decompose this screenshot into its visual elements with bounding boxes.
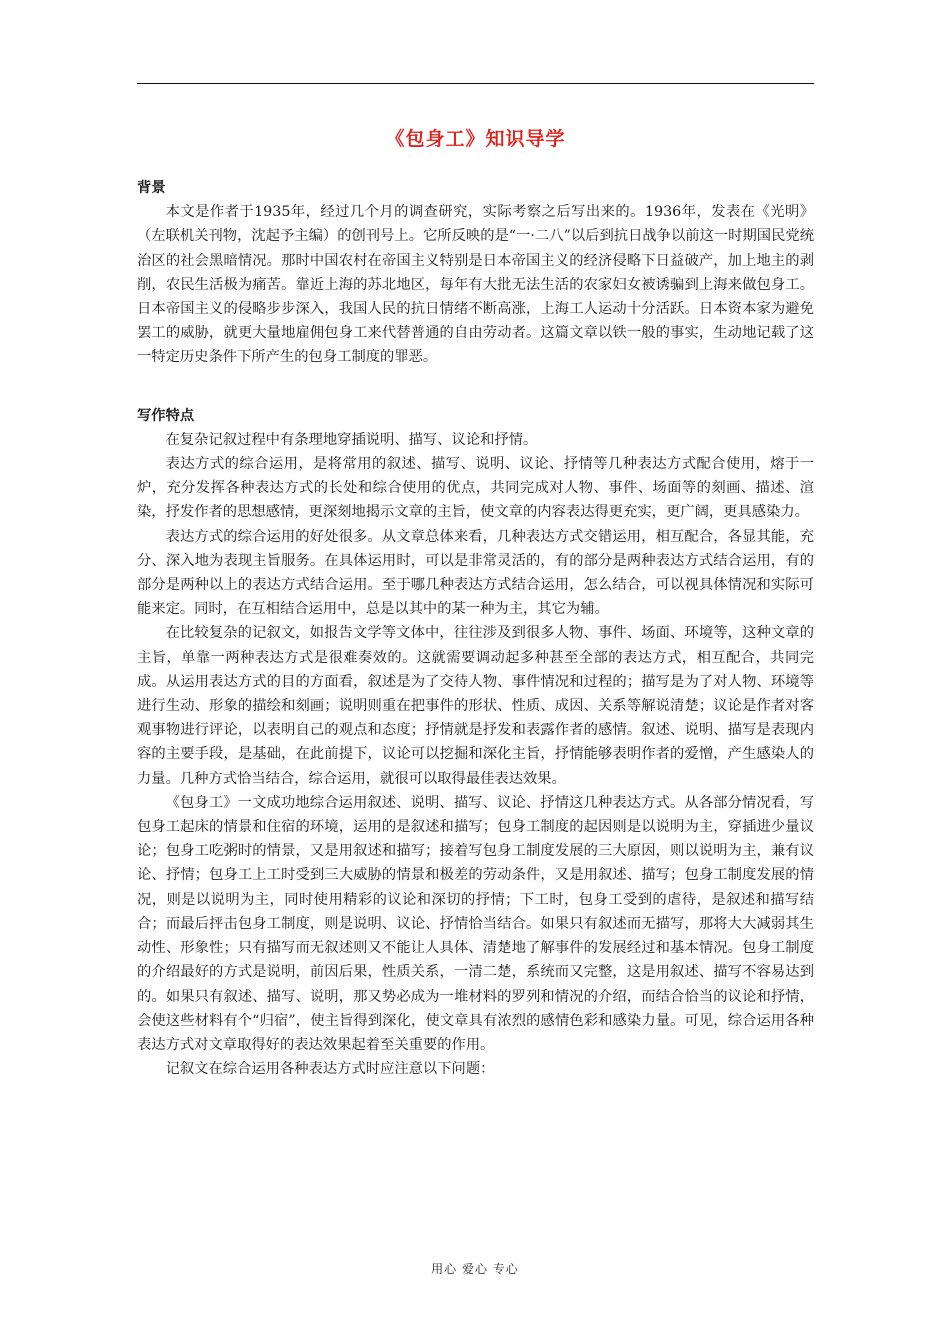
section-heading: 背景 bbox=[137, 180, 166, 196]
paragraph: 记叙文在综合运用各种表达方式时应注意以下问题： bbox=[165, 1061, 495, 1078]
section-writing-features bbox=[137, 404, 814, 1082]
section-spacer bbox=[137, 370, 814, 394]
paragraph: 《包身工》一文成功地综合运用叙述、说明、描写、议论、抒情这几种表达方式。从各部分情况看，写包身工起床的情景和住宿的环境，运用的是叙述和描写；包身工制度的起因则是以说明为主，穿插进少量议论；包身工吃粥时的情景，又是用叙述和描写；接着写包身工制度发展的三大原因，则以说明为主，兼有议论、抒情；包身工上工时受到三大威胁的情景和极差的劳动条件，又是用叙述、描写；包身工制度发展的情况，则是以说明为主，同时使用精彩的议论和深切的抒情；下工时，包身工受到的虐待，是叙述和描写结合；而最后抨击包身工制度，则是说明、议论、抒情恰当结合。如果只有叙述而无描写，那将大大减弱其生动性、形象性；只有描写而无叙述则又不能让人具体、清楚地了解事件的发展经过和基本情况。包身工制度的介绍最好的方式是说明，前因后果，性质关系，一清二楚，系统而又完整，这是用叙述、描写不容易达到的。如果只有叙述、描写、说明，那又势必成为一堆材料的罗列和情况的介绍，而结合恰当的议论和抒情，会使这些材料有个“归宿”，使主旨得到深化，使文章具有浓烈的感情色彩和感染力量。可见，综合运用各种表达方式对文章取得好的表达效果起着至关重要的作用。 bbox=[137, 794, 814, 1053]
paragraph: 本文是作者于1935年，经过几个月的调查研究，实际考察之后写出来的。1936年，发表在《光明》（左联机关刊物，沈起予主编）的创刊号上。它所反映的是“一·二八”以后到抗日战争以前这一时期国民党统治区的社会黑暗情况。那时中国农村在帝国主义特别是日本帝国主义的经济侵略下日益破产，加上地主的剥削，农民生活极为痛苦。靠近上海的苏北地区，每年有大批无法生活的农家妇女被诱骗到上海来做包身工。日本帝国主义的侵略步步深入，我国人民的抗日情绪不断高涨，上海工人运动十分活跃。日本资本家为避免罢工的威胁，就更大量地雇佣包身工来代替普通的自由劳动者。这篇文章以铁一般的事实，生动地记载了这一特定历史条件下所产生的包身工制度的罪恶。 bbox=[137, 204, 814, 366]
paragraph: 表达方式的综合运用，是将常用的叙述、描写、说明、议论、抒情等几种表达方式配合使用，熔于一炉，充分发挥各种表达方式的长处和综合使用的优点，共同完成对人物、事件、场面等的刻画、描述、渲染，抒发作者的思想感情，更深刻地揭示文章的主旨，使文章的内容表达得更充实，更广阔，更具感染力。 bbox=[137, 456, 814, 521]
page-footer: 用心 爱心 专心 bbox=[431, 1262, 519, 1276]
header-rule bbox=[137, 83, 814, 84]
document-body bbox=[137, 176, 814, 1081]
paragraph: 在比较复杂的记叙文，如报告文学等文体中，往往涉及到很多人物、事件、场面、环境等，这种文章的主旨，单靠一两种表达方式是很难奏效的。这就需要调动起多种甚至全部的表达方式，相互配合，共同完成。从运用表达方式的目的方面看，叙述是为了交待人物、事件情况和过程的；描写是为了对人物、环境等进行生动、形象的描绘和刻画；说明则重在把事件的形状、性质、成因、关系等解说清楚；议论是作者对客观事物进行评论，以表明自己的观点和态度；抒情就是抒发和表露作者的感情。叙述、说明、描写是表现内容的主要手段，是基础，在此前提下，议论可以挖掘和深化主旨，抒情能够表明作者的爱憎，产生感染人的力量。几种方式恰当结合，综合运用，就很可以取得最佳表达效果。 bbox=[137, 625, 814, 787]
paragraph: 在复杂记叙过程中有条理地穿插说明、描写、议论和抒情。 bbox=[165, 431, 538, 448]
document-title: 《包身工》知识导学 bbox=[385, 128, 566, 150]
section-background bbox=[137, 176, 814, 370]
section-heading: 写作特点 bbox=[137, 407, 195, 424]
paragraph: 表达方式的综合运用的好处很多。从文章总体来看，几种表达方式交错运用，相互配合，各显其能，充分、深入地为表现主旨服务。在具体运用时，可以是非常灵活的，有的部分是两种表达方式结合运用，有的部分是两种以上的表达方式结合运用。至于哪几种表达方式结合运用，怎么结合，可以视具体情况和实际可能来定。同时，在互相结合运用中，总是以其中的某一种为主，其它为辅。 bbox=[137, 528, 814, 618]
